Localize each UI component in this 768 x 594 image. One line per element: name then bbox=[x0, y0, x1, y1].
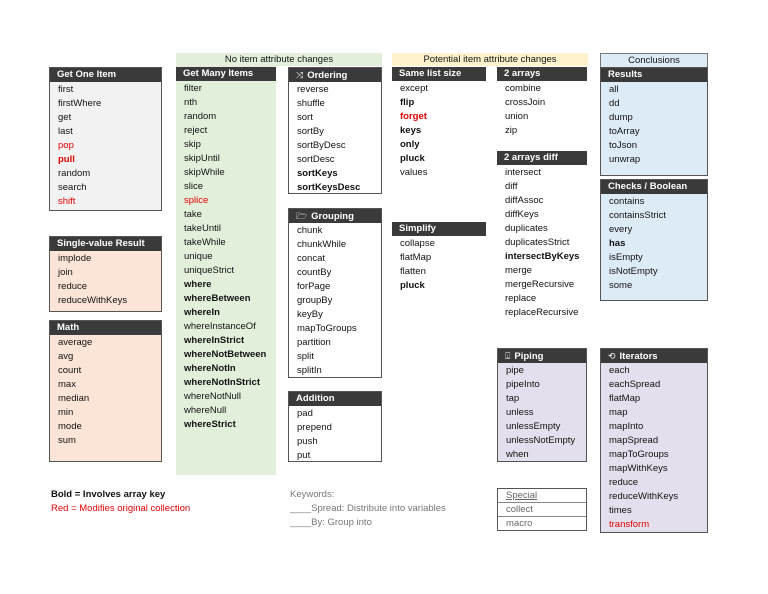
special-title: Special bbox=[498, 489, 586, 503]
method-item: sort bbox=[297, 112, 313, 123]
method-item: union bbox=[505, 111, 529, 122]
method-item: skipUntil bbox=[184, 153, 220, 164]
folder-icon: 🗁 bbox=[296, 211, 308, 221]
method-item: map bbox=[609, 407, 628, 418]
method-item: flip bbox=[400, 97, 415, 108]
method-item: first bbox=[58, 84, 74, 95]
method-list bbox=[601, 363, 707, 532]
method-item: whereIn bbox=[184, 307, 220, 318]
method-item: whereNull bbox=[184, 405, 227, 416]
group-title: Grouping bbox=[311, 211, 354, 222]
group-ordering bbox=[288, 67, 382, 194]
method-item: mergeRecursive bbox=[505, 279, 575, 290]
method-item: duplicates bbox=[505, 223, 548, 234]
group-header bbox=[601, 68, 707, 82]
method-item: isEmpty bbox=[609, 252, 643, 263]
method-item: mapToGroups bbox=[609, 449, 669, 460]
method-list bbox=[498, 363, 586, 462]
group-header bbox=[601, 180, 707, 194]
method-item: reverse bbox=[297, 84, 329, 95]
method-item: groupBy bbox=[297, 295, 333, 306]
group-special bbox=[497, 488, 587, 531]
special-item-collect: collect bbox=[498, 503, 586, 517]
method-item: whereBetween bbox=[184, 293, 251, 304]
band-conclusions: Conclusions bbox=[600, 53, 708, 68]
method-item: diffAssoc bbox=[505, 195, 544, 206]
group-title: Checks / Boolean bbox=[608, 181, 688, 192]
keyword-by: ____By: Group into bbox=[290, 517, 372, 528]
group-title: 2 arrays bbox=[504, 68, 541, 79]
method-item: crossJoin bbox=[505, 97, 546, 108]
method-item: last bbox=[58, 126, 73, 137]
method-item: sortDesc bbox=[297, 154, 335, 165]
group-title: Piping bbox=[514, 351, 544, 362]
method-item: avg bbox=[58, 351, 74, 362]
method-item: collapse bbox=[400, 238, 435, 249]
method-item: mapWithKeys bbox=[609, 463, 668, 474]
method-list bbox=[289, 406, 381, 463]
method-item: each bbox=[609, 365, 630, 376]
group-title: Ordering bbox=[307, 70, 348, 81]
method-item: tap bbox=[506, 393, 520, 404]
pipe-icon: ⍗ bbox=[505, 351, 511, 361]
group-header bbox=[289, 68, 381, 82]
band-no-item-attribute-changes: No item attribute changes bbox=[176, 53, 382, 66]
group-2-arrays bbox=[497, 67, 587, 143]
method-item: except bbox=[400, 83, 428, 94]
method-item: split bbox=[297, 351, 314, 362]
method-item: prepend bbox=[297, 422, 332, 433]
group-title: Iterators bbox=[619, 351, 658, 362]
group-math bbox=[49, 320, 162, 462]
method-item: keys bbox=[400, 125, 422, 136]
group-get-one-item bbox=[49, 67, 162, 211]
group-title: Results bbox=[608, 69, 643, 80]
method-item: takeWhile bbox=[184, 237, 226, 248]
method-item: flatMap bbox=[609, 393, 641, 404]
method-item: forget bbox=[400, 111, 427, 122]
method-item: get bbox=[58, 112, 72, 123]
group-2-arrays-diff bbox=[497, 151, 587, 335]
method-item: search bbox=[58, 182, 87, 193]
method-item: splitIn bbox=[297, 365, 322, 376]
group-title: Addition bbox=[296, 393, 335, 404]
method-list bbox=[601, 194, 707, 293]
method-item: concat bbox=[297, 253, 325, 264]
method-item: toArray bbox=[609, 126, 640, 137]
method-item: filter bbox=[184, 83, 202, 94]
method-item: reduce bbox=[58, 281, 88, 292]
method-item: random bbox=[58, 168, 91, 179]
method-item: whereInStrict bbox=[184, 335, 245, 346]
method-item: shuffle bbox=[297, 98, 325, 109]
method-item: unless bbox=[506, 407, 534, 418]
shuffle-icon: ⤨ bbox=[296, 70, 304, 80]
method-item: put bbox=[297, 450, 311, 461]
method-item: containsStrict bbox=[609, 210, 667, 221]
method-item: diff bbox=[505, 181, 518, 192]
group-header bbox=[176, 67, 276, 81]
method-list bbox=[289, 82, 381, 195]
method-item: duplicatesStrict bbox=[505, 237, 570, 248]
method-item: forPage bbox=[297, 281, 331, 292]
method-item: diffKeys bbox=[505, 209, 539, 220]
group-header bbox=[289, 392, 381, 406]
method-item: some bbox=[609, 280, 633, 291]
method-item: unique bbox=[184, 251, 213, 262]
group-header bbox=[50, 68, 161, 82]
method-item: intersectByKeys bbox=[505, 251, 580, 262]
group-header bbox=[50, 321, 161, 335]
method-list bbox=[289, 223, 381, 378]
method-item: chunkWhile bbox=[297, 239, 347, 250]
loop-icon: ⟲ bbox=[608, 351, 616, 361]
method-item: every bbox=[609, 224, 633, 235]
group-piping bbox=[497, 348, 587, 462]
method-item: sortByDesc bbox=[297, 140, 346, 151]
method-item: average bbox=[58, 337, 93, 348]
method-item: pluck bbox=[400, 280, 425, 291]
method-item: where bbox=[184, 279, 212, 290]
group-header bbox=[497, 151, 587, 165]
method-item: chunk bbox=[297, 225, 323, 236]
method-item: mode bbox=[58, 421, 82, 432]
group-header bbox=[392, 222, 486, 236]
method-item: reduceWithKeys bbox=[609, 491, 679, 502]
method-list bbox=[50, 335, 161, 448]
method-item: pull bbox=[58, 154, 75, 165]
method-item: partition bbox=[297, 337, 331, 348]
method-item: max bbox=[58, 379, 76, 390]
method-item: intersect bbox=[505, 167, 541, 178]
method-item: mapToGroups bbox=[297, 323, 357, 334]
group-title: Get Many Items bbox=[183, 68, 254, 79]
method-item: replace bbox=[505, 293, 537, 304]
legend-bold: Bold = Involves array key bbox=[51, 489, 166, 500]
group-title: Math bbox=[57, 322, 80, 333]
group-same-list-size bbox=[392, 67, 486, 181]
method-item: contains bbox=[609, 196, 645, 207]
group-iterators bbox=[600, 348, 708, 533]
group-title: 2 arrays diff bbox=[504, 152, 558, 163]
method-item: sortBy bbox=[297, 126, 324, 137]
method-item: unlessNotEmpty bbox=[506, 435, 576, 446]
special-item-macro: macro bbox=[506, 518, 533, 529]
method-list bbox=[50, 251, 161, 308]
method-item: values bbox=[400, 167, 428, 178]
method-item: shift bbox=[58, 196, 76, 207]
method-item: uniqueStrict bbox=[184, 265, 235, 276]
method-item: implode bbox=[58, 253, 92, 264]
method-item: dump bbox=[609, 112, 633, 123]
method-item: replaceRecursive bbox=[505, 307, 579, 318]
method-item: median bbox=[58, 393, 90, 404]
keyword-spread: ____Spread: Distribute into variables bbox=[290, 503, 446, 514]
group-header bbox=[50, 237, 161, 251]
method-item: countBy bbox=[297, 267, 332, 278]
group-title: Same list size bbox=[399, 68, 462, 79]
method-list bbox=[497, 165, 587, 320]
method-item: skip bbox=[184, 139, 201, 150]
method-item: sum bbox=[58, 435, 76, 446]
method-item: zip bbox=[505, 125, 518, 136]
method-item: reduce bbox=[609, 477, 639, 488]
method-item: skipWhile bbox=[184, 167, 225, 178]
method-item: push bbox=[297, 436, 318, 447]
method-item: firstWhere bbox=[58, 98, 102, 109]
method-item: pipeInto bbox=[506, 379, 540, 390]
method-item: pipe bbox=[506, 365, 524, 376]
method-list bbox=[392, 236, 486, 293]
method-item: toJson bbox=[609, 140, 637, 151]
group-title: Get One Item bbox=[57, 69, 117, 80]
group-header bbox=[601, 349, 707, 363]
method-item: only bbox=[400, 139, 420, 150]
group-get-many-items bbox=[176, 67, 276, 437]
group-results bbox=[600, 67, 708, 176]
method-item: pluck bbox=[400, 153, 425, 164]
group-header bbox=[289, 209, 381, 223]
group-title: Simplify bbox=[399, 223, 436, 234]
method-item: nth bbox=[184, 97, 198, 108]
group-header bbox=[497, 67, 587, 81]
method-item: keyBy bbox=[297, 309, 323, 320]
method-item: reduceWithKeys bbox=[58, 295, 128, 306]
method-item: unwrap bbox=[609, 154, 641, 165]
method-item: sortKeysDesc bbox=[297, 182, 361, 193]
band-potential-item-attribute-changes: Potential item attribute changes bbox=[392, 53, 588, 66]
method-item: transform bbox=[609, 519, 650, 530]
method-item: min bbox=[58, 407, 74, 418]
method-item: mapInto bbox=[609, 421, 644, 432]
group-header bbox=[498, 349, 586, 363]
method-item: reject bbox=[184, 125, 208, 136]
method-list bbox=[50, 82, 161, 209]
method-item: whereInstanceOf bbox=[184, 321, 256, 332]
method-list bbox=[601, 82, 707, 167]
method-item: mapSpread bbox=[609, 435, 659, 446]
method-item: slice bbox=[184, 181, 204, 192]
method-item: whereNotInStrict bbox=[184, 377, 261, 388]
group-addition bbox=[288, 391, 382, 462]
method-item: merge bbox=[505, 265, 532, 276]
group-header bbox=[392, 67, 486, 81]
method-list bbox=[392, 81, 486, 180]
method-item: flatMap bbox=[400, 252, 432, 263]
group-grouping bbox=[288, 208, 382, 378]
group-simplify bbox=[392, 222, 486, 294]
method-item: whereNotIn bbox=[184, 363, 236, 374]
method-item: unlessEmpty bbox=[506, 421, 561, 432]
method-item: dd bbox=[609, 98, 620, 109]
method-item: whereNotNull bbox=[184, 391, 242, 402]
method-item: has bbox=[609, 238, 626, 249]
method-item: join bbox=[58, 267, 73, 278]
method-item: eachSpread bbox=[609, 379, 661, 390]
method-item: count bbox=[58, 365, 82, 376]
method-item: whereStrict bbox=[184, 419, 236, 430]
method-item: isNotEmpty bbox=[609, 266, 658, 277]
group-title: Single-value Result bbox=[57, 238, 145, 249]
group-single-value-result bbox=[49, 236, 162, 312]
method-item: pop bbox=[58, 140, 74, 151]
method-item: when bbox=[506, 449, 529, 460]
method-item: all bbox=[609, 84, 619, 95]
method-item: flatten bbox=[400, 266, 426, 277]
method-item: takeUntil bbox=[184, 223, 221, 234]
method-item: sortKeys bbox=[297, 168, 338, 179]
method-item: times bbox=[609, 505, 632, 516]
method-item: pad bbox=[297, 408, 313, 419]
method-item: splice bbox=[184, 195, 209, 206]
method-item: whereNotBetween bbox=[184, 349, 267, 360]
method-list bbox=[497, 81, 587, 138]
legend-red: Red = Modifies original collection bbox=[51, 503, 191, 514]
group-checks-boolean bbox=[600, 179, 708, 301]
method-item: random bbox=[184, 111, 217, 122]
method-item: combine bbox=[505, 83, 541, 94]
keywords-title: Keywords: bbox=[290, 489, 335, 500]
method-item: take bbox=[184, 209, 202, 220]
method-list bbox=[176, 81, 276, 432]
